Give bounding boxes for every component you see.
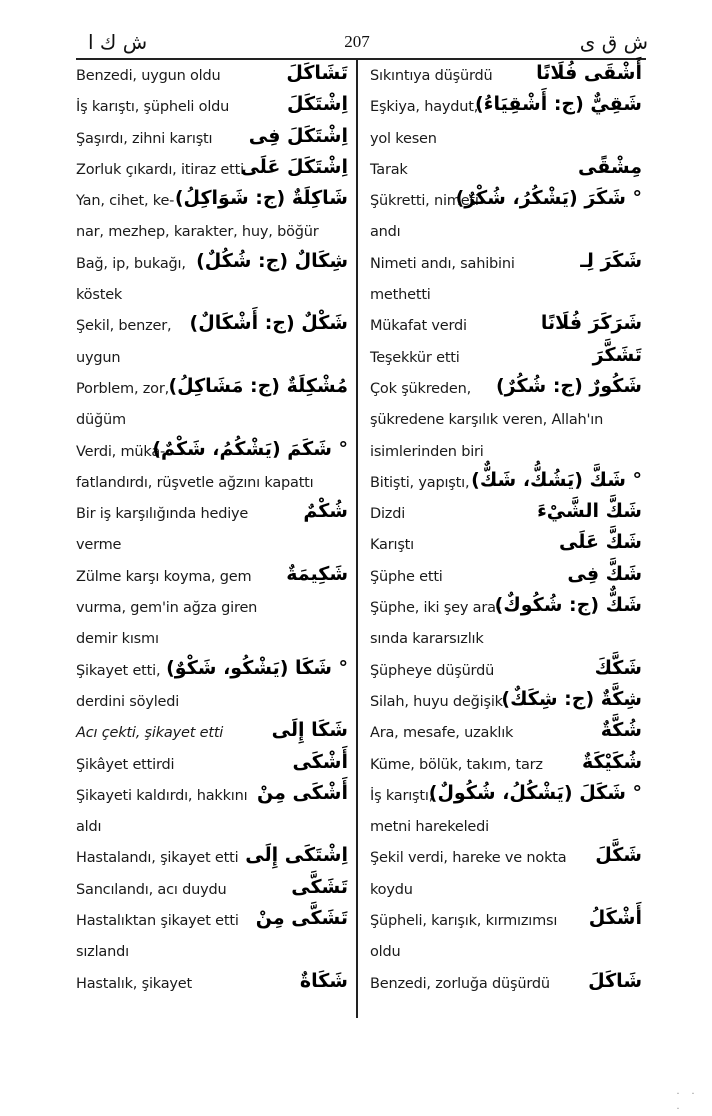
right-entry <box>370 876 642 907</box>
turkish-definition: koydu <box>370 881 413 898</box>
arabic-headword: شَكَاةٌ <box>299 969 348 992</box>
arabic-headword: مِشْقًى <box>578 155 642 178</box>
arabic-headword: ° شَكَمَ (يَشْكُمُ، شَكْمٌ) <box>152 437 348 460</box>
left-entry <box>76 876 348 907</box>
turkish-definition: Zülme karşı koyma, gem <box>76 568 252 585</box>
right-entry <box>370 312 642 343</box>
page-number: 207 <box>344 32 370 51</box>
turkish-definition: Benzedi, uygun oldu <box>76 68 221 84</box>
left-entry <box>76 250 348 281</box>
arabic-headword: اِشْتَكَى إِلَى <box>245 844 348 867</box>
turkish-definition: Acı çekti, şikayet etti <box>76 725 224 742</box>
left-entry <box>76 751 348 782</box>
arabic-headword: شَاكَلَ <box>588 969 642 992</box>
arabic-headword: شَكَّ عَلَى <box>559 531 642 554</box>
left-entry <box>76 156 348 187</box>
turkish-definition: Şükretti, nimeti <box>370 193 479 210</box>
right-entry <box>370 625 642 656</box>
left-entry <box>76 844 348 875</box>
turkish-definition: Çok şükreden, <box>370 380 472 397</box>
turkish-definition: Şaşırdı, zihni karıştı <box>76 130 213 147</box>
left-entry <box>76 93 348 124</box>
right-entry <box>370 93 642 124</box>
right-entry <box>370 469 642 500</box>
arabic-headword: ° شَكَا (يَشْكُو، شَكْوٌ) <box>166 656 348 679</box>
turkish-definition: methetti <box>370 287 431 304</box>
left-entry <box>76 469 348 500</box>
left-entry <box>76 782 348 813</box>
turkish-definition: metni harekeledi <box>370 819 489 836</box>
turkish-definition: Dizdi <box>370 506 406 523</box>
arabic-headword: أَشْكَى مِنْ <box>257 781 348 804</box>
left-entry <box>76 281 348 312</box>
arabic-headword: شِكَالٌ (ج: شُكُلٌ) <box>196 249 348 272</box>
right-entry <box>370 563 642 594</box>
turkish-definition: isimlerinden biri <box>370 443 484 460</box>
left-entry <box>76 813 348 844</box>
turkish-definition: Zorluk çıkardı, itiraz etti <box>76 161 244 178</box>
turkish-definition: vurma, gem'in ağza giren <box>76 600 258 617</box>
turkish-definition: Silah, huyu değişik <box>370 693 503 710</box>
right-entry <box>370 156 642 187</box>
turkish-definition: Bir iş karşılığında hediye <box>76 506 249 523</box>
arabic-headword: شَكَرَ لِـ <box>580 249 642 272</box>
right-entry <box>370 281 642 312</box>
left-entry <box>76 594 348 625</box>
turkish-definition: Şikayeti kaldırdı, hakkını <box>76 787 248 804</box>
right-entry <box>370 62 642 93</box>
turkish-definition: yol kesen <box>370 130 437 147</box>
right-entry <box>370 844 642 875</box>
left-entry <box>76 344 348 375</box>
arabic-headword: شَكُورٌ (ج: شُكُرٌ) <box>495 374 642 397</box>
turkish-definition: derdini söyledi <box>76 693 180 710</box>
arabic-headword: مُشْكِلَةٌ (ج: مَشَاكِلُ) <box>168 374 348 397</box>
turkish-definition: İş karıştı, şüpheli oldu <box>76 99 230 116</box>
arabic-headword: شُكَّةٌ <box>600 719 642 742</box>
right-entry <box>370 970 642 1001</box>
arabic-headword: شَقِيٌّ (ج: أَشْقِيَاءُ) <box>475 93 642 116</box>
header-left-letters: ش ك ا <box>88 30 148 54</box>
turkish-definition: Sıkıntıya düşürdü <box>370 68 493 84</box>
right-entry <box>370 500 642 531</box>
header-rule <box>76 58 646 60</box>
turkish-definition: Şikayet etti, <box>76 662 161 679</box>
left-entry <box>76 719 348 750</box>
right-entry <box>370 187 642 218</box>
arabic-headword: أَشْكَى <box>292 750 348 773</box>
turkish-definition: Tarak <box>370 161 408 178</box>
turkish-definition: Hastalıktan şikayet etti <box>76 913 239 930</box>
turkish-definition: Ara, mesafe, uzaklık <box>370 725 514 742</box>
right-entry <box>370 438 642 469</box>
arabic-headword: أَشْقَى فُلَانًا <box>536 62 642 84</box>
right-entry <box>370 375 642 406</box>
arabic-headword: شَكَا إِلَى <box>271 719 348 742</box>
turkish-definition: Eşkiya, haydut, <box>370 99 479 116</box>
arabic-headword: ° شَكَلَ (يَشْكُلُ، شُكُولٌ) <box>428 781 642 804</box>
turkish-definition: Sancılandı, acı duydu <box>76 881 227 898</box>
turkish-definition: nar, mezhep, karakter, huy, böğür <box>76 224 319 241</box>
turkish-definition: Şikâyet ettirdi <box>76 756 175 773</box>
turkish-definition: Şüphe etti <box>370 568 443 585</box>
arabic-headword: شَكَّكَ <box>594 656 642 679</box>
right-entry <box>370 938 642 969</box>
left-entry <box>76 406 348 437</box>
right-entry <box>370 125 642 156</box>
left-entry <box>76 531 348 562</box>
arabic-headword: شُكْمٌ <box>303 500 348 523</box>
arabic-headword: ° شَكَّ (يَشُكُّ، شَكٌّ) <box>471 468 642 491</box>
right-column <box>370 62 642 1001</box>
turkish-definition: Şüpheye düşürdü <box>370 662 495 679</box>
right-entry <box>370 250 642 281</box>
right-entry <box>370 594 642 625</box>
left-entry <box>76 312 348 343</box>
turkish-definition: köstek <box>76 287 123 304</box>
left-entry <box>76 657 348 688</box>
arabic-headword: شَكَّ فِى <box>567 562 642 585</box>
right-entry <box>370 657 642 688</box>
turkish-definition: Mükafat verdi <box>370 318 467 335</box>
turkish-definition: Benzedi, zorluğa düşürdü <box>370 975 550 992</box>
turkish-definition: Şekil verdi, hareke ve nokta <box>370 850 567 867</box>
arabic-headword: تَشَاكَلَ <box>286 62 348 84</box>
turkish-definition: uygun <box>76 349 121 366</box>
header-right-letters: ش ق ی <box>579 30 648 54</box>
turkish-definition: sızlandı <box>76 944 129 961</box>
arabic-headword: شَكٌّ (ج: شُكُوكٌ) <box>494 594 642 617</box>
turkish-definition: aldı <box>76 819 102 836</box>
right-entry <box>370 688 642 719</box>
turkish-definition: Nimeti andı, sahibini <box>370 255 515 272</box>
left-entry <box>76 625 348 656</box>
right-entry <box>370 406 642 437</box>
column-divider <box>356 58 358 1018</box>
turkish-definition: Hastalık, şikayet <box>76 975 192 992</box>
arabic-headword: اِشْتَكَلَ عَلَى <box>240 155 348 178</box>
left-entry <box>76 907 348 938</box>
turkish-definition: şükredene karşılık veren, Allah'ın <box>370 412 604 429</box>
turkish-definition: Karıştı <box>370 537 414 554</box>
turkish-definition: fatlandırdı, rüşvetle ağzını kapattı <box>76 474 314 491</box>
arabic-headword: تَشَكَّى مِنْ <box>255 907 348 930</box>
left-entry <box>76 187 348 218</box>
arabic-headword: شَكْلٌ (ج: أَشْكَالٌ) <box>189 312 348 335</box>
left-entry <box>76 438 348 469</box>
turkish-definition: verme <box>76 537 122 554</box>
turkish-definition: oldu <box>370 944 401 961</box>
right-entry <box>370 218 642 249</box>
arabic-headword: شُكَيْكَةٌ <box>581 750 642 773</box>
left-entry <box>76 938 348 969</box>
left-entry <box>76 375 348 406</box>
arabic-headword: ° شَكَرَ (يَشْكُرُ، شُكْرٌ) <box>455 187 642 210</box>
turkish-definition: düğüm <box>76 412 126 429</box>
arabic-headword: شَاكِلَةٌ (ج: شَوَاكِلُ) <box>174 187 348 210</box>
left-entry <box>76 563 348 594</box>
turkish-definition: Hastalandı, şikayet etti <box>76 850 239 867</box>
corner-dots: · · · <box>676 1086 699 1115</box>
arabic-headword: شِكَّةٌ (ج: شِكَكٌ) <box>501 687 642 710</box>
right-entry <box>370 907 642 938</box>
arabic-headword: شَرَكَرَ فُلَانًا <box>540 312 642 335</box>
left-entry <box>76 125 348 156</box>
turkish-definition: Şüphe, iki şey ara- <box>370 600 501 617</box>
turkish-definition: Verdi, müka- <box>76 443 166 460</box>
left-entry <box>76 970 348 1001</box>
arabic-headword: أَشْكَلُ <box>588 907 642 930</box>
right-entry <box>370 344 642 375</box>
right-entry <box>370 719 642 750</box>
turkish-definition: Şüpheli, karışık, kırmızımsı <box>370 913 558 930</box>
turkish-definition: Şekil, benzer, <box>76 318 172 335</box>
right-entry <box>370 813 642 844</box>
turkish-definition: sında kararsızlık <box>370 631 484 648</box>
arabic-headword: شَكِيمَةٌ <box>286 562 348 585</box>
turkish-definition: Bitişti, yapıştı, <box>370 474 470 491</box>
right-entry <box>370 751 642 782</box>
arabic-headword: تَشَكَّرَ <box>592 343 642 366</box>
right-entry <box>370 782 642 813</box>
arabic-headword: شَكَّلَ <box>595 844 642 867</box>
left-column <box>76 62 348 1001</box>
page-header <box>0 0 712 60</box>
arabic-headword: اِشْتَكَلَ فِى <box>248 124 348 147</box>
turkish-definition: Bağ, ip, bukağı, <box>76 255 186 272</box>
turkish-definition: Porblem, zor, <box>76 380 170 397</box>
arabic-headword: تَشَكَّى <box>291 875 348 898</box>
turkish-definition: Küme, bölük, takım, tarz <box>370 756 543 773</box>
left-entry <box>76 500 348 531</box>
turkish-definition: Teşekkür etti <box>370 349 460 366</box>
turkish-definition: demir kısmı <box>76 631 159 648</box>
arabic-headword: اِشْتَكَلَ <box>287 93 348 116</box>
arabic-headword: شَكَّ الشَّيْءَ <box>537 500 642 523</box>
left-entry <box>76 688 348 719</box>
turkish-definition: Yan, cihet, ke- <box>76 193 175 210</box>
turkish-definition: andı <box>370 224 401 241</box>
left-entry <box>76 62 348 93</box>
turkish-definition: İş karıştı, <box>370 787 434 804</box>
right-entry <box>370 531 642 562</box>
left-entry <box>76 218 348 249</box>
